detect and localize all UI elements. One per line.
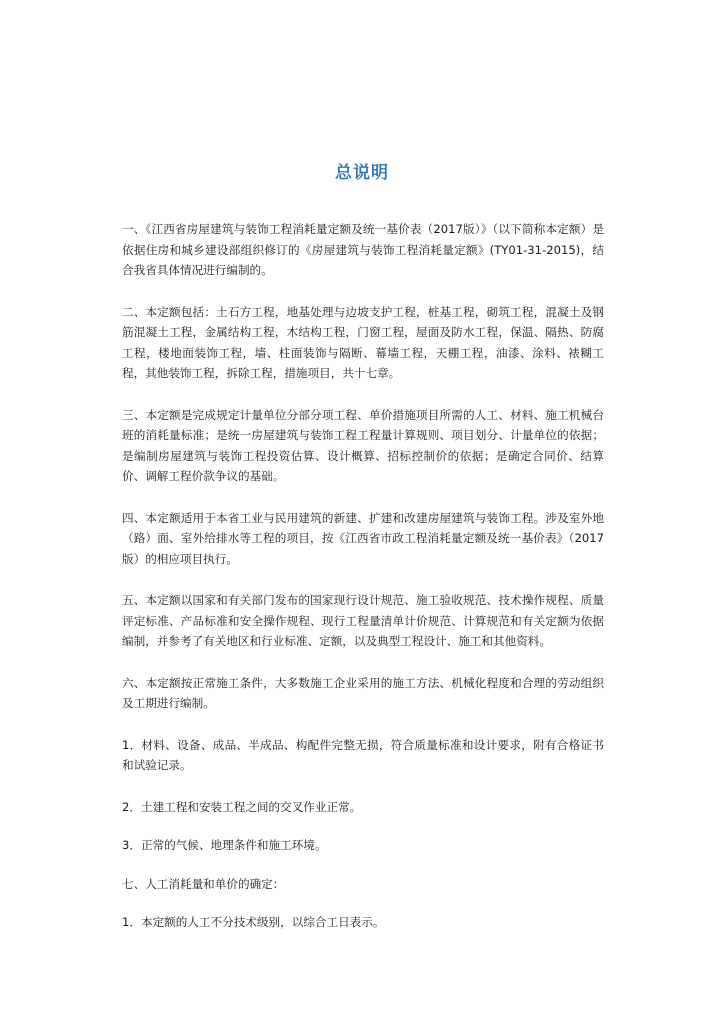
document-body (122, 219, 604, 954)
paragraph-1: 一、《江西省房屋建筑与装饰工程消耗量定额及统一基价表（2017版）》（以下简称本定额）是依据住房和城乡建设部组织修订的《房屋建筑与装饰工程消耗量定额》(TY01-31-2015)，结合我省具体情况进行编制的。 (122, 222, 604, 277)
paragraph-6-item-2: 2．土建工程和安装工程之间的交叉作业正常。 (122, 799, 362, 814)
paragraph-7-item-1: 1．本定额的人工不分技术级别，以综合工日表示。 (122, 915, 385, 929)
paragraph-4: 四、本定额适用于本省工业与民用建筑的新建、扩建和改建房屋建筑与装饰工程。涉及室外地（路）面、室外给排水等工程的项目，按《江西省市政工程消耗量定额及统一基价表》（2017版）的相应项目执行。 (122, 510, 604, 566)
page-title: 总说明 (335, 163, 389, 183)
paragraph-3: 三、本定额是完成规定计量单位分部分项工程、单价措施项目所需的人工、材料、施工机械台班的消耗量标准；是统一房屋建筑与装饰工程工程量计算规则、项目划分、计量单位的依据；是编制房屋建筑与装饰工程投资估算、设计概算、招标控制价的依据；是确定合同价、结算价、调解工程价款争议的基础。 (122, 407, 604, 483)
paragraph-6-item-1: 1．材料、设备、成品、半成品、构配件完整无损，符合质量标准和设计要求，附有合格证书和试验记录。 (122, 737, 604, 772)
paragraph-2: 二、本定额包括：土石方工程，地基处理与边坡支护工程，桩基工程，砌筑工程，混凝土及钢筋混凝土工程，金属结构工程，木结构工程，门窗工程，屋面及防水工程，保温、隔热、防腐工程，楼地面装饰工程，墙、柱面装饰与隔断、幕墙工程，天棚工程，油漆、涂料、裱糊工程，其他装饰工程，拆除工程，措施项目，共十七章。 (122, 304, 604, 380)
paragraph-5: 五、本定额以国家和有关部门发布的国家现行设计规范、施工验收规范、技术操作规程、质量评定标准、产品标准和安全操作规程、现行工程量清单计价规范、计算规范和有关定额为依据编制，并参考了有关地区和行业标准、定额，以及典型工程设计、施工和其他资料。 (122, 593, 604, 648)
paragraph-6: 六、本定额按正常施工条件，大多数施工企业采用的施工方法、机械化程度和合理的劳动组织及工期进行编制。 (122, 675, 604, 710)
paragraph-7: 七、人工消耗量和单价的确定： (122, 876, 285, 891)
paragraph-6-item-3: 3．正常的气候、地理条件和施工环境。 (122, 838, 327, 852)
